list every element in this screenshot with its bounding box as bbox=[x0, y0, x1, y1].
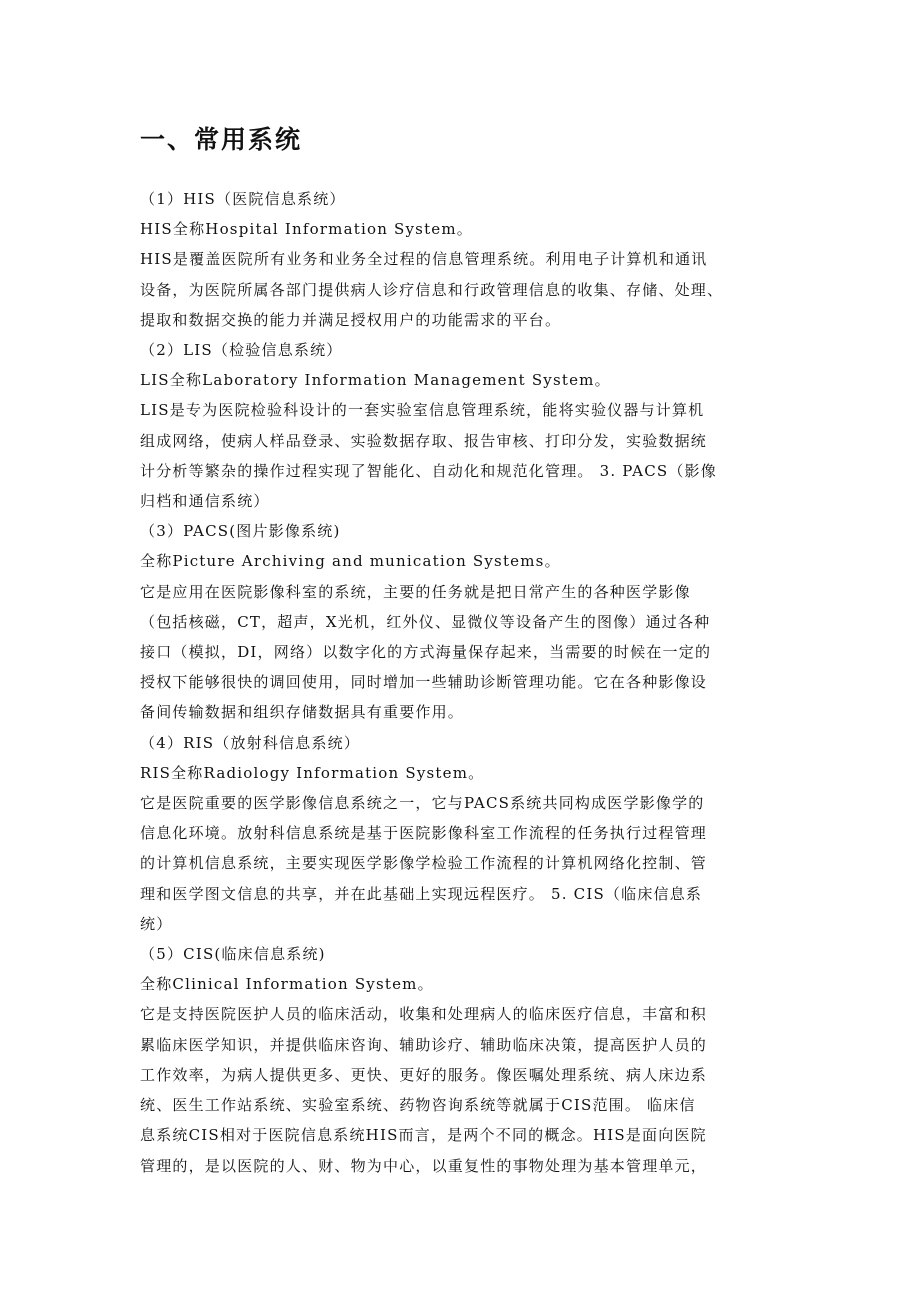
paragraph-line: 授权下能够很快的调回使用，同时增加一些辅助诊断管理功能。它在各种影像设 bbox=[140, 673, 708, 692]
paragraph-line: LIS全称Laboratory Information Management System。 bbox=[140, 371, 611, 390]
paragraph-line: 的计算机信息系统，主要实现医学影像学检验工作流程的计算机网络化控制、管 bbox=[140, 854, 708, 873]
paragraph-line: 累临床医学知识，并提供临床咨询、辅助诊疗、辅助临床决策，提高医护人员的 bbox=[140, 1035, 708, 1054]
paragraph-line: 组成网络，使病人样品登录、实验数据存取、报告审核、打印分发，实验数据统 bbox=[140, 431, 708, 450]
paragraph-line: 息系统CIS相对于医院信息系统HIS而言，是两个不同的概念。HIS是面向医院 bbox=[140, 1126, 707, 1145]
paragraph-line: 接口（模拟，DI，网络）以数字化的方式海量保存起来，当需要的时候在一定的 bbox=[140, 643, 712, 662]
paragraph-line: （2）LIS（检验信息系统） bbox=[140, 341, 343, 360]
section-heading: 一、常用系统 bbox=[140, 125, 303, 154]
paragraph-line: 它是医院重要的医学影像信息系统之一，它与PACS系统共同构成医学影像学的 bbox=[140, 794, 705, 813]
paragraph-line: 管理的，是以医院的人、财、物为中心，以重复性的事物处理为基本管理单元， bbox=[140, 1156, 708, 1175]
document-page bbox=[140, 120, 785, 1181]
paragraph-line: 统、医生工作站系统、实验室系统、药物咨询系统等就属于CIS范围。 临床信 bbox=[140, 1096, 696, 1115]
paragraph-line: 全称Clinical Information System。 bbox=[140, 975, 434, 994]
paragraph-line: 它是支持医院医护人员的临床活动，收集和处理病人的临床医疗信息，丰富和积 bbox=[140, 1005, 708, 1024]
paragraph-line: 设备，为医院所属各部门提供病人诊疗信息和行政管理信息的收集、存储、处理、 bbox=[140, 280, 724, 299]
paragraph-line: HIS是覆盖医院所有业务和业务全过程的信息管理系统。利用电子计算机和通讯 bbox=[140, 250, 708, 269]
paragraph-line: HIS全称Hospital Information System。 bbox=[140, 220, 473, 239]
paragraph-line: 理和医学图文信息的共享，并在此基础上实现远程医疗。 5. CIS（临床信息系 bbox=[140, 884, 703, 903]
paragraph-line: 全称Picture Archiving and munication Systems。 bbox=[140, 552, 561, 571]
paragraph-line: （4）RIS（放射科信息系统） bbox=[140, 733, 361, 752]
paragraph-line: RIS全称Radiology Information System。 bbox=[140, 763, 485, 782]
document-body bbox=[140, 184, 785, 1181]
paragraph-line: 归档和通信系统） bbox=[140, 492, 270, 511]
paragraph-line: 信息化环境。放射科信息系统是基于医院影像科室工作流程的任务执行过程管理 bbox=[140, 824, 708, 843]
paragraph-line: 计分析等繁杂的操作过程实现了智能化、自动化和规范化管理。 3. PACS（影像 bbox=[140, 461, 717, 480]
paragraph-line: 统） bbox=[140, 914, 173, 933]
paragraph-line: （包括核磁，CT，超声，X光机，红外仪、显微仪等设备产生的图像）通过各种 bbox=[140, 612, 711, 631]
paragraph-line: （5）CIS(临床信息系统) bbox=[140, 945, 326, 964]
paragraph-line: LIS是专为医院检验科设计的一套实验室信息管理系统，能将实验仪器与计算机 bbox=[140, 401, 705, 420]
paragraph-line: （1）HIS（医院信息系统） bbox=[140, 190, 346, 208]
paragraph-line: （3）PACS(图片影像系统) bbox=[140, 522, 341, 541]
paragraph-line: 它是应用在医院影像科室的系统，主要的任务就是把日常产生的各种医学影像 bbox=[140, 582, 691, 601]
paragraph-line: 备间传输数据和组织存储数据具有重要作用。 bbox=[140, 703, 465, 722]
paragraph-line: 提取和数据交换的能力并满足授权用户的功能需求的平台。 bbox=[140, 310, 562, 329]
paragraph-line: 工作效率，为病人提供更多、更快、更好的服务。像医嘱处理系统、病人床边系 bbox=[140, 1065, 708, 1084]
